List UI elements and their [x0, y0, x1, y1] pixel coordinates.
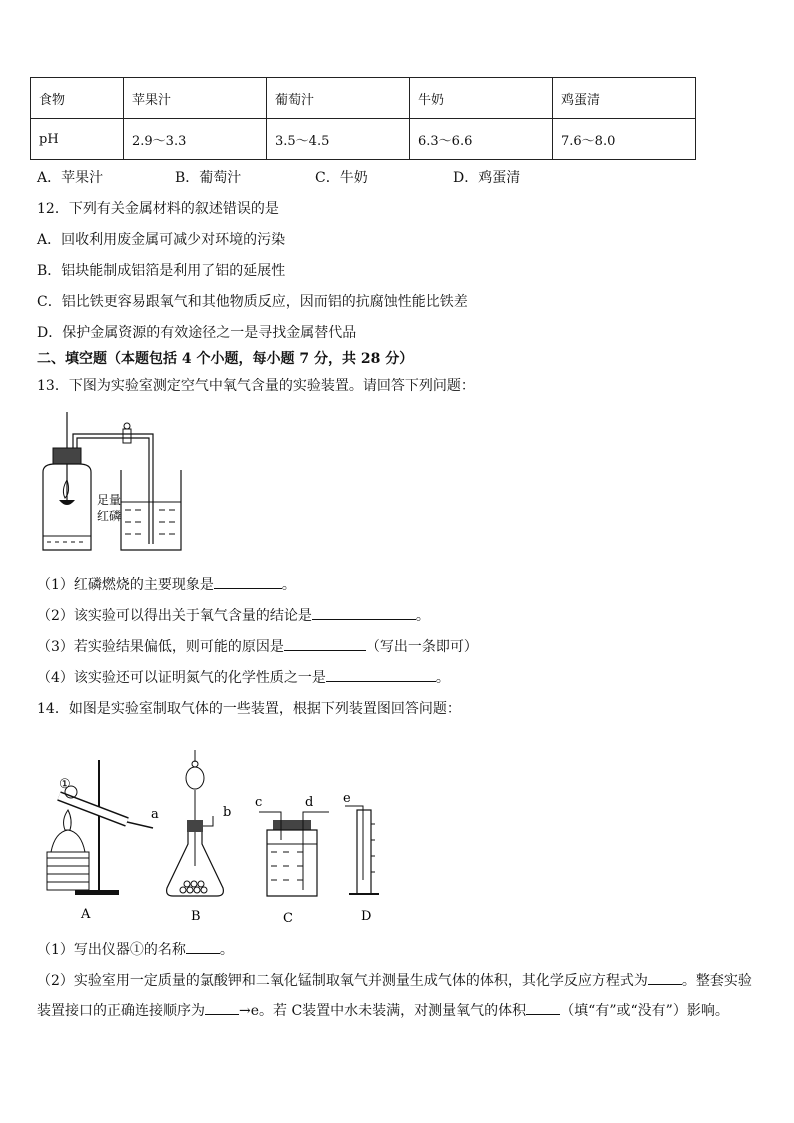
q12-option-a: A．回收利用废金属可减少对环境的污染 [37, 232, 286, 248]
question-text: （2）实验室用一定质量的氯酸钾和二氧化锰制取氧气并测量生成气体的体积，其化学反应方程式为 [37, 973, 648, 989]
label-A: A [81, 907, 91, 922]
label-C: C [283, 911, 293, 926]
question-text: 。 [415, 608, 430, 624]
table-cell: 3.5～4.5 [267, 119, 410, 160]
q12-option-b: B．铝块能制成铝箔是利用了铝的延展性 [37, 263, 286, 279]
label-e: e [343, 791, 351, 806]
table-row [31, 78, 696, 119]
table-row [31, 119, 696, 160]
label-D: D [361, 909, 372, 924]
question-text: 装置接口的正确连接顺序为 [37, 1003, 205, 1019]
question-text: （1）写出仪器①的名称 [37, 942, 186, 958]
q13-sub1 [37, 574, 296, 595]
q13-sub2 [37, 605, 430, 626]
table-cell: pH [31, 119, 124, 160]
answer-blank[interactable] [284, 636, 366, 651]
option-a: A．苹果汁 [37, 170, 104, 186]
option-c: C．牛奶 [315, 170, 368, 186]
answer-blank[interactable] [186, 939, 220, 954]
question-text: 。 [435, 670, 450, 686]
answer-blank[interactable] [214, 574, 282, 589]
question-text: 。 [281, 577, 296, 593]
q12-stem: 12．下列有关金属材料的叙述错误的是 [37, 201, 279, 217]
answer-blank[interactable] [326, 667, 436, 682]
q14-sub1 [37, 939, 234, 960]
figure-label: 红磷 [97, 509, 122, 523]
label-d: d [305, 795, 314, 810]
question-text: →e。若 C装置中水未装满，对测量氧气的体积 [239, 1003, 527, 1019]
option-d: D．鸡蛋清 [453, 170, 521, 186]
answer-blank[interactable] [526, 1000, 560, 1015]
answer-blank[interactable] [648, 970, 682, 985]
table-cell: 葡萄汁 [267, 78, 410, 119]
q13-stem: 13．下图为实验室测定空气中氧气含量的实验装置。请回答下列问题： [37, 378, 475, 394]
section-title: 二、填空题（本题包括 4 个小题，每小题 7 分，共 28 分） [37, 351, 414, 367]
question-text: （4）该实验还可以证明氮气的化学性质之一是 [37, 670, 326, 686]
table-cell: 牛奶 [410, 78, 553, 119]
answer-blank[interactable] [205, 1000, 239, 1015]
figure-label: 足量 [97, 493, 122, 507]
question-text: （1）红磷燃烧的主要现象是 [37, 577, 214, 593]
question-text: 。整套实验 [681, 973, 752, 989]
question-text: 。 [219, 942, 234, 958]
table-cell: 食物 [31, 78, 124, 119]
ph-table [30, 77, 696, 160]
label-B: B [191, 909, 201, 924]
label-c: c [255, 795, 263, 810]
table-cell: 2.9～3.3 [124, 119, 267, 160]
table-cell: 苹果汁 [124, 78, 267, 119]
label-a: a [151, 807, 159, 822]
table-cell: 鸡蛋清 [553, 78, 696, 119]
q13-sub4 [37, 667, 450, 688]
option-b: B．葡萄汁 [175, 170, 242, 186]
q11-options [37, 168, 520, 188]
question-text: （3）若实验结果偏低，则可能的原因是 [37, 639, 284, 655]
label-circle-1: ① [59, 777, 71, 792]
q14-sub2-line2 [37, 1000, 729, 1021]
q14-sub2-line1 [37, 970, 752, 991]
q13-sub3 [37, 636, 478, 657]
question-text: （2）该实验可以得出关于氧气含量的结论是 [37, 608, 312, 624]
q12-option-c: C．铝比铁更容易跟氧气和其他物质反应，因而铝的抗腐蚀性能比铁差 [37, 294, 468, 310]
answer-blank[interactable] [312, 605, 416, 620]
q14-apparatus-figure [35, 740, 395, 930]
table-cell: 7.6～8.0 [553, 119, 696, 160]
label-b: b [223, 805, 232, 820]
q14-stem: 14．如图是实验室制取气体的一些装置，根据下列装置图回答问题： [37, 701, 461, 717]
q13-apparatus-figure [35, 412, 205, 562]
q12-option-d: D．保护金属资源的有效途径之一是寻找金属替代品 [37, 325, 357, 341]
question-text: （填“有”或“没有”）影响。 [560, 1003, 729, 1019]
table-cell: 6.3～6.6 [410, 119, 553, 160]
question-text: （写出一条即可） [365, 639, 478, 655]
